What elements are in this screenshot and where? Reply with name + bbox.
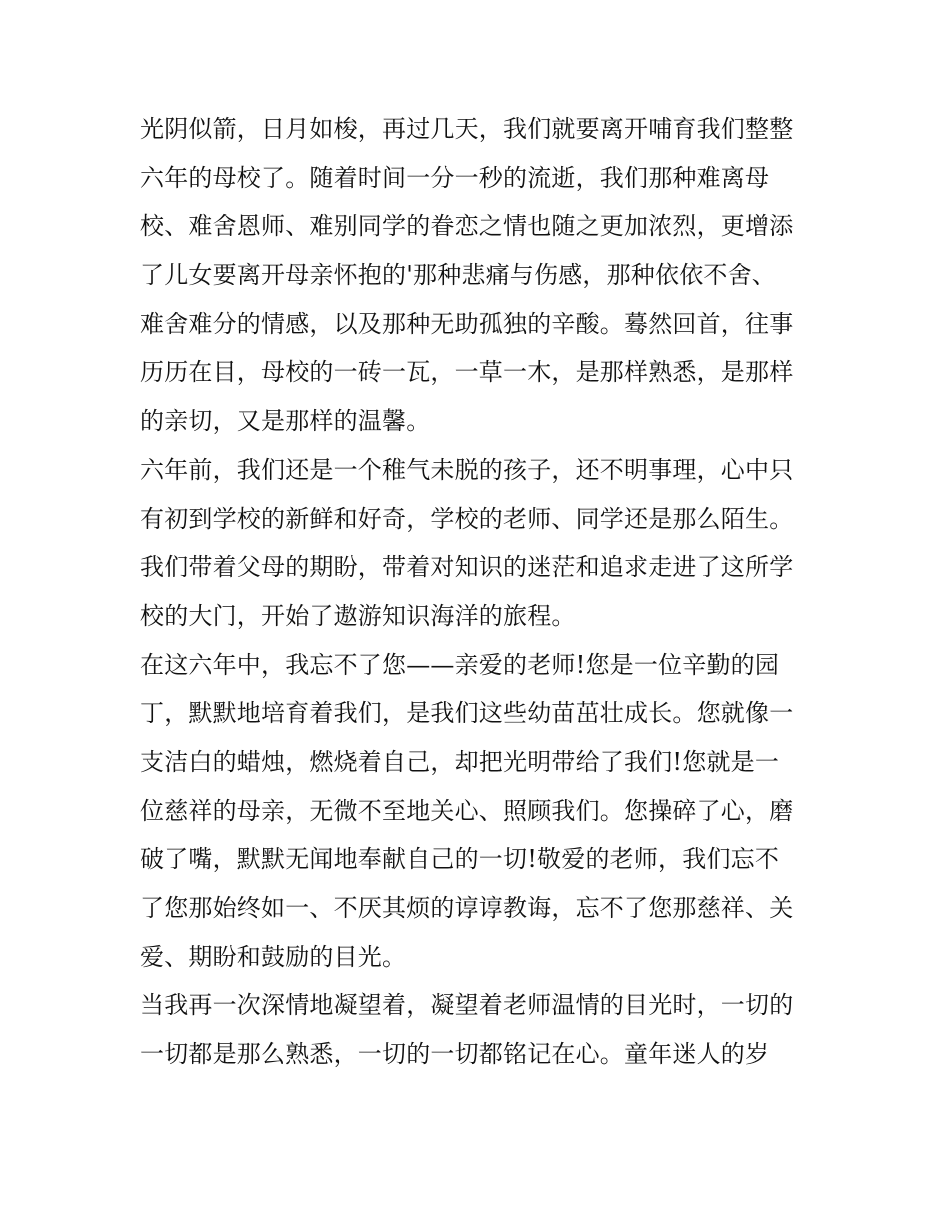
text-line: 难舍难分的情感，以及那种无助孤独的辛酸。蓦然回首，往事: [140, 309, 794, 338]
text-line: 历历在目，母校的一砖一瓦，一草一木，是那样熟悉，是那样: [140, 358, 794, 387]
paragraph-2: [140, 446, 812, 641]
text-line: 破了嘴，默默无闻地奉献自己的一切!敬爱的老师，我们忘不: [140, 845, 780, 874]
text-line: 六年的母校了。随着时间一分一秒的流逝，我们那种难离母: [140, 163, 770, 192]
text-line: 一切都是那么熟悉，一切的一切都铭记在心。童年迷人的岁: [140, 1040, 770, 1069]
text-line: 了儿女要离开母亲怀抱的'那种悲痛与伤感，那种依依不舍、: [140, 261, 776, 290]
text-line: 校的大门，开始了遨游知识海洋的旅程。: [140, 601, 576, 630]
text-line: 丁，默默地培育着我们，是我们这些幼苗茁壮成长。您就像一: [140, 699, 794, 728]
text-line: 支洁白的蜡烛，燃烧着自己，却把光明带给了我们!您就是一: [140, 747, 780, 776]
text-line: 光阴似箭，日月如梭，再过几天，我们就要离开哺育我们整整: [140, 115, 794, 143]
text-line: 六年前，我们还是一个稚气未脱的孩子，还不明事理，心中只: [140, 455, 794, 484]
text-line: 在这六年中，我忘不了您——亲爱的老师!您是一位辛勤的园: [140, 650, 780, 679]
paragraph-3: [140, 641, 812, 982]
text-line: 的亲切，又是那样的温馨。: [140, 407, 431, 436]
text-line: 了您那始终如一、不厌其烦的谆谆教诲，忘不了您那慈祥、关: [140, 894, 794, 922]
document-body: [140, 105, 812, 1079]
paragraph-4: [140, 981, 812, 1078]
text-line: 有初到学校的新鲜和好奇，学校的老师、同学还是那么陌生。: [140, 504, 794, 533]
paragraph-1: [140, 105, 812, 446]
text-line: 校、难舍恩师、难别同学的眷恋之情也随之更加浓烈，更增添: [140, 212, 794, 241]
text-line: 当我再一次深情地凝望着，凝望着老师温情的目光时，一切的: [140, 991, 794, 1020]
text-line: 我们带着父母的期盼，带着对知识的迷茫和追求走进了这所学: [140, 553, 794, 582]
text-line: 爱、期盼和鼓励的目光。: [140, 942, 407, 971]
text-line: 位慈祥的母亲，无微不至地关心、照顾我们。您操碎了心，磨: [140, 796, 794, 825]
